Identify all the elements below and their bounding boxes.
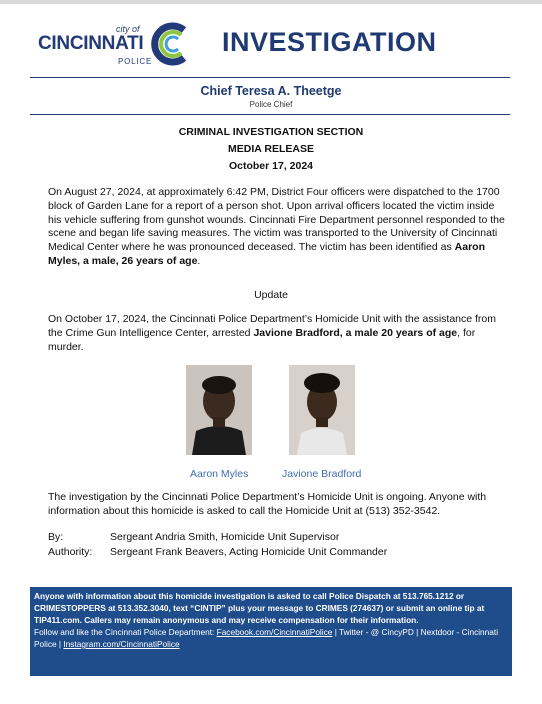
footer-social (34, 626, 508, 650)
facebook-link[interactable]: Facebook.com/CincinnatiPolice (216, 627, 333, 637)
byline-by (48, 531, 339, 543)
cincinnati-police-logo (38, 22, 188, 72)
byline-authority (48, 546, 387, 558)
arrest-text: On October 17, 2024, the Cincinnati Police Department’s Homicide Unit with the assistance from the Crime Gun Intelligence Center, arrested (48, 313, 497, 339)
authority-value: Sergeant Frank Beavers, Acting Homicide Unit Commander (110, 546, 388, 558)
suspect-caption: Javione Bradford (282, 468, 362, 480)
suspect-photo (289, 365, 355, 455)
suspect-identity: Javione Bradford, a male 20 years of age (253, 326, 458, 339)
arrest-text-end: , for murder. (48, 326, 476, 353)
footer-twitter-text: | Twitter - @ CincyPD | Nextdoor - Cincinnati Police | (34, 627, 499, 649)
release-type: MEDIA RELEASE (228, 143, 314, 155)
footer-tip-box (30, 587, 512, 676)
top-band (0, 0, 542, 4)
section-title: CRIMINAL INVESTIGATION SECTION (178, 126, 364, 138)
header-divider (30, 77, 510, 78)
victim-caption: Aaron Myles (190, 468, 249, 480)
ongoing-paragraph: The investigation by the Cincinnati Police Department’s Homicide Unit is ongoing. Anyone with information about this homicide is asked to call the Homicide Unit at (513) 352-3542. (48, 491, 487, 517)
chief-name: Chief Teresa A. Theetge (200, 84, 342, 98)
logo-c-icon (150, 22, 190, 66)
chief-divider (30, 114, 510, 115)
logo-police: POLICE (118, 57, 153, 66)
update-label: Update (254, 289, 288, 301)
victim-photo (186, 365, 252, 455)
logo-city-of: city of (116, 24, 140, 34)
footer-follow-text: Follow and like the Cincinnati Police Department: (34, 627, 217, 637)
incident-paragraph (48, 186, 508, 269)
victim-identity: Aaron Myles, a male, 26 years of age (48, 241, 485, 267)
arrest-paragraph (48, 313, 508, 354)
by-label: By: (48, 531, 64, 543)
logo-cincinnati: CINCINNATI (38, 33, 144, 54)
authority-label: Authority: (48, 546, 93, 558)
page-title: INVESTIGATION (222, 27, 437, 57)
by-value: Sergeant Andria Smith, Homicide Unit Supervisor (110, 531, 340, 543)
chief-title: Police Chief (249, 100, 293, 109)
incident-text: On August 27, 2024, at approximately 6:42 PM, District Four officers were dispatched to the 1700 block of Garden Lane for a report of a person shot. Upon arrival officers located the victim inside his vehicle suffering from gunshot wounds. Cincinnati Fire Department personnel responded to the scene and began life saving measures. The victim was transported to the University of Cincinnati Medical Center where he was pronounced deceased. The victim has been identified as (48, 186, 505, 254)
incident-text-end: . (197, 254, 201, 267)
release-date: October 17, 2024 (228, 160, 314, 172)
footer-tip-text: Anyone with information about this homicide investigation is asked to call Police Dispatch at 513.765.1212 or CRIMESTOPPERS at 513.352.3040, text “CINTIP” plus your message to CRIMES (274637) or submit an online tip at TIP411.com. Callers may remain anonymous and may receive compensation for their information. (34, 591, 485, 625)
instagram-link[interactable]: Instagram.com/CincinnatiPolice (63, 639, 180, 649)
